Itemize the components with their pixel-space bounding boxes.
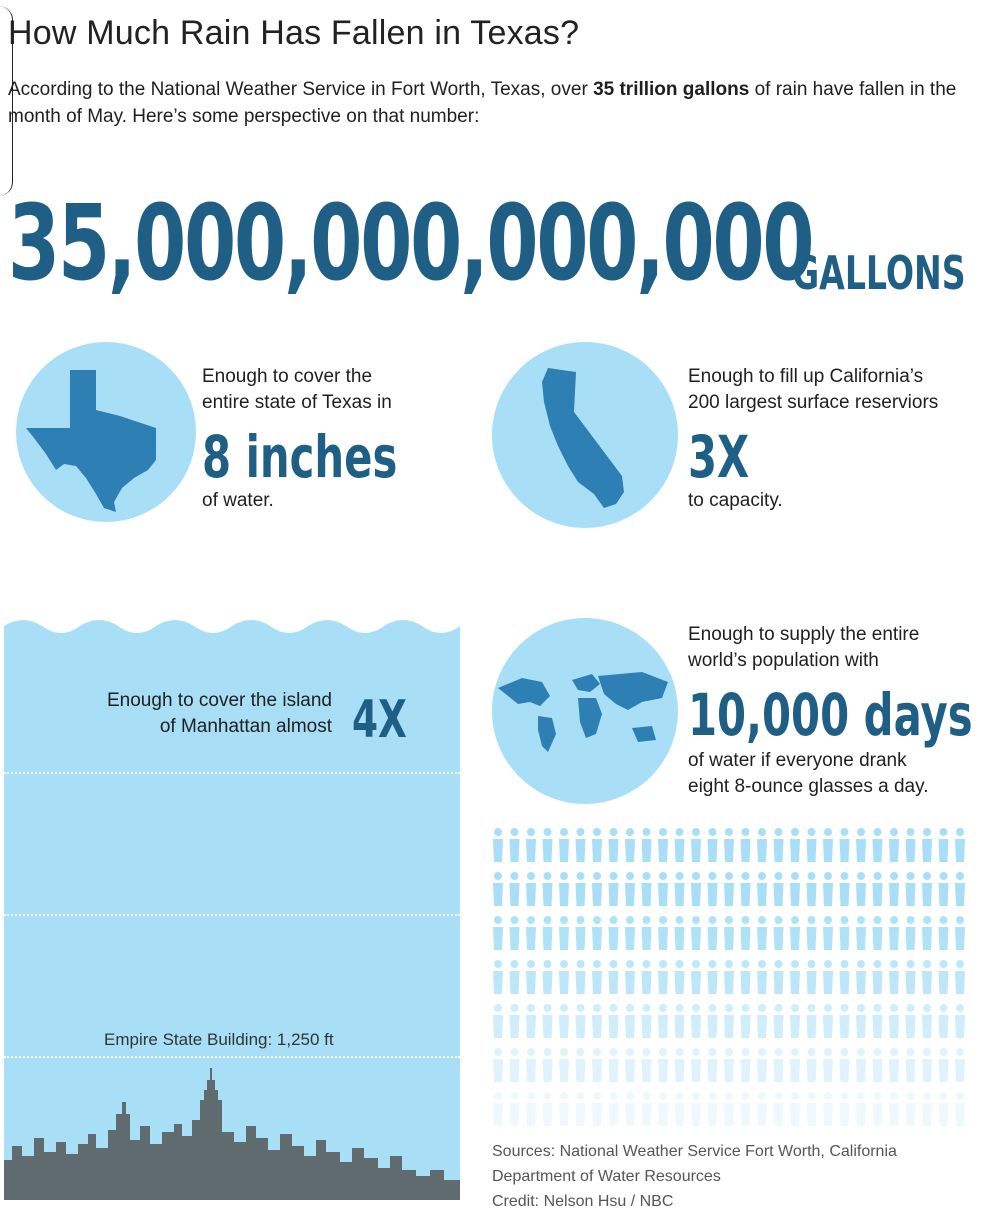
person-figure-icon [939, 872, 949, 906]
person-figure-icon [675, 872, 685, 906]
person-figure-icon [724, 1048, 734, 1082]
person-figure-icon [939, 828, 949, 862]
person-figure-icon [757, 1004, 767, 1038]
person-figure-icon [609, 828, 619, 862]
person-figure-icon [807, 1092, 817, 1126]
person-figure-icon [592, 828, 602, 862]
person-figure-icon [906, 872, 916, 906]
credit-line: Credit: Nelson Hsu / NBC [492, 1193, 674, 1210]
person-figure-icon [543, 1092, 553, 1126]
person-figure-icon [790, 872, 800, 906]
person-figure-icon [790, 916, 800, 950]
person-figure-icon [609, 1004, 619, 1038]
person-figure-icon [559, 1092, 569, 1126]
world-line1: Enough to supply the entire [688, 624, 920, 645]
person-figure-icon [741, 872, 751, 906]
person-figure-icon [708, 828, 718, 862]
person-figure-icon [576, 1004, 586, 1038]
person-figure-icon [823, 872, 833, 906]
person-figure-icon [658, 872, 668, 906]
person-figure-icon [889, 1004, 899, 1038]
person-figure-icon [493, 916, 503, 950]
world-after2: eight 8-ounce glasses a day. [688, 776, 929, 797]
person-figure-icon [757, 960, 767, 994]
person-figure-icon [493, 960, 503, 994]
person-figure-icon [823, 916, 833, 950]
person-figure-icon [510, 872, 520, 906]
texas-map-icon [16, 342, 196, 522]
person-figure-icon [790, 1004, 800, 1038]
person-figure-icon [675, 960, 685, 994]
person-figure-icon [510, 960, 520, 994]
california-line2: 200 largest surface reserviors [688, 392, 939, 413]
person-figure-icon [658, 1048, 668, 1082]
california-after: to capacity. [688, 490, 783, 511]
person-figure-icon [955, 916, 965, 950]
person-figure-icon [856, 1048, 866, 1082]
water-level-line [4, 1056, 460, 1058]
person-figure-icon [592, 872, 602, 906]
person-figure-icon [840, 1092, 850, 1126]
person-figure-icon [691, 1004, 701, 1038]
person-figure-icon [691, 916, 701, 950]
person-figure-icon [955, 828, 965, 862]
person-figure-icon [510, 916, 520, 950]
person-figure-icon [741, 1004, 751, 1038]
manhattan-skyline-icon [4, 1060, 460, 1200]
intro-text-end: of rain have fallen in the month of May. Here’s some perspective on that number: [8, 79, 957, 127]
person-figure-icon [922, 916, 932, 950]
person-figure-icon [757, 828, 767, 862]
person-figure-icon [889, 1092, 899, 1126]
person-figure-icon [576, 872, 586, 906]
person-figure-icon [856, 1004, 866, 1038]
texas-circle [16, 342, 196, 522]
person-figure-icon [856, 960, 866, 994]
person-figure-icon [559, 1048, 569, 1082]
person-figure-icon [691, 1092, 701, 1126]
person-figure-icon [708, 1048, 718, 1082]
person-figure-icon [906, 960, 916, 994]
person-figure-icon [939, 960, 949, 994]
texas-line1: Enough to cover the [202, 366, 373, 387]
person-figure-icon [807, 872, 817, 906]
world-circle [492, 618, 678, 804]
person-figure-icon [675, 1004, 685, 1038]
person-figure-icon [955, 872, 965, 906]
person-figure-icon [823, 1004, 833, 1038]
person-figure-icon [856, 872, 866, 906]
intro-paragraph [8, 76, 978, 130]
person-figure-icon [873, 1004, 883, 1038]
person-figure-icon [873, 916, 883, 950]
california-figure: 3X [688, 423, 750, 491]
person-figure-icon [939, 1004, 949, 1038]
person-figure-icon [576, 916, 586, 950]
person-figure-icon [922, 872, 932, 906]
person-figure-icon [658, 960, 668, 994]
person-figure-icon [807, 1048, 817, 1082]
texas-after: of water. [202, 490, 274, 511]
headline-unit: GALLONS [792, 246, 966, 300]
person-figure-icon [741, 1048, 751, 1082]
person-figure-icon [625, 960, 635, 994]
person-figure-icon [757, 1048, 767, 1082]
person-figure-icon [691, 828, 701, 862]
empire-state-label: Empire State Building: 1,250 ft [104, 1030, 334, 1049]
person-figure-icon [807, 828, 817, 862]
manhattan-water-panel [4, 616, 460, 1200]
person-figure-icon [807, 1004, 817, 1038]
person-figure-icon [873, 828, 883, 862]
person-figure-icon [955, 1004, 965, 1038]
person-figure-icon [625, 872, 635, 906]
person-figure-icon [724, 916, 734, 950]
person-figure-icon [609, 872, 619, 906]
person-figure-icon [708, 1092, 718, 1126]
person-figure-icon [774, 872, 784, 906]
california-circle [492, 342, 678, 528]
person-figure-icon [922, 1004, 932, 1038]
person-figure-icon [576, 828, 586, 862]
person-figure-icon [840, 1048, 850, 1082]
person-figure-icon [889, 916, 899, 950]
person-figure-icon [576, 1092, 586, 1126]
person-figure-icon [906, 828, 916, 862]
person-figure-icon [757, 872, 767, 906]
person-figure-icon [658, 1092, 668, 1126]
person-figure-icon [790, 960, 800, 994]
person-figure-icon [790, 1048, 800, 1082]
person-figure-icon [708, 916, 718, 950]
person-figure-icon [609, 916, 619, 950]
person-figure-icon [543, 1048, 553, 1082]
person-figure-icon [559, 828, 569, 862]
person-figure-icon [906, 1004, 916, 1038]
person-figure-icon [493, 1004, 503, 1038]
person-figure-icon [510, 1048, 520, 1082]
sources-line1: Sources: National Weather Service Fort Worth, California [492, 1143, 897, 1160]
person-figure-icon [493, 1048, 503, 1082]
person-figure-icon [691, 872, 701, 906]
person-figure-icon [609, 1048, 619, 1082]
person-figure-icon [790, 828, 800, 862]
person-figure-icon [741, 828, 751, 862]
person-figure-icon [526, 960, 536, 994]
person-figure-icon [840, 916, 850, 950]
person-figure-icon [526, 1004, 536, 1038]
person-figure-icon [559, 960, 569, 994]
person-figure-icon [840, 872, 850, 906]
person-figure-icon [658, 916, 668, 950]
person-figure-icon [576, 1048, 586, 1082]
person-figure-icon [823, 1092, 833, 1126]
california-line1: Enough to fill up California’s [688, 366, 924, 387]
person-figure-icon [889, 960, 899, 994]
person-figure-icon [774, 916, 784, 950]
person-figure-icon [889, 872, 899, 906]
person-figure-icon [856, 1092, 866, 1126]
person-figure-icon [526, 1048, 536, 1082]
person-figure-icon [642, 960, 652, 994]
person-figure-icon [906, 1048, 916, 1082]
california-map-icon [492, 342, 678, 528]
person-figure-icon [658, 828, 668, 862]
person-figure-icon [757, 916, 767, 950]
person-figure-icon [609, 1092, 619, 1126]
person-figure-icon [955, 960, 965, 994]
person-figure-icon [642, 828, 652, 862]
person-figure-icon [642, 1004, 652, 1038]
person-figure-icon [774, 1092, 784, 1126]
person-figure-icon [724, 828, 734, 862]
person-figure-icon [873, 1092, 883, 1126]
person-figure-icon [543, 960, 553, 994]
person-figure-icon [526, 916, 536, 950]
person-figure-icon [543, 916, 553, 950]
person-figure-icon [955, 1092, 965, 1126]
person-figure-icon [543, 828, 553, 862]
person-figure-icon [592, 960, 602, 994]
person-figure-icon [543, 872, 553, 906]
person-figure-icon [939, 1048, 949, 1082]
person-figure-icon [642, 1092, 652, 1126]
person-figure-icon [724, 1092, 734, 1126]
person-figure-icon [625, 1004, 635, 1038]
person-figure-icon [823, 828, 833, 862]
person-figure-icon [592, 916, 602, 950]
person-figure-icon [741, 1092, 751, 1126]
person-figure-icon [922, 1048, 932, 1082]
person-figure-icon [526, 872, 536, 906]
person-figure-icon [708, 872, 718, 906]
intro-text-start: According to the National Weather Service in Fort Worth, Texas, over [8, 79, 594, 100]
person-figure-icon [807, 916, 817, 950]
person-figure-icon [592, 1048, 602, 1082]
person-figure-icon [856, 916, 866, 950]
person-figure-icon [774, 1004, 784, 1038]
person-figure-icon [691, 1048, 701, 1082]
person-figure-icon [790, 1092, 800, 1126]
person-figure-icon [774, 960, 784, 994]
person-figure-icon [922, 828, 932, 862]
person-figure-icon [675, 916, 685, 950]
person-figure-icon [510, 1092, 520, 1126]
person-figure-icon [922, 960, 932, 994]
person-figure-icon [510, 1004, 520, 1038]
world-map-icon [492, 618, 678, 804]
person-figure-icon [889, 828, 899, 862]
people-pictogram-grid [490, 826, 980, 1126]
water-level-line [4, 914, 460, 916]
person-figure-icon [675, 828, 685, 862]
sources-block [492, 1139, 897, 1214]
person-figure-icon [609, 960, 619, 994]
person-figure-icon [642, 916, 652, 950]
water-wave-edge [4, 616, 460, 638]
person-figure-icon [559, 916, 569, 950]
person-figure-icon [510, 828, 520, 862]
person-figure-icon [939, 916, 949, 950]
water-level-line [4, 772, 460, 774]
person-figure-icon [559, 872, 569, 906]
person-figure-icon [493, 1092, 503, 1126]
world-figure: 10,000 days [688, 681, 973, 749]
person-figure-icon [708, 960, 718, 994]
person-figure-icon [724, 872, 734, 906]
person-figure-icon [807, 960, 817, 994]
page-title: How Much Rain Has Fallen in Texas? [8, 14, 580, 52]
person-figure-icon [873, 960, 883, 994]
texas-figure: 8 inches [202, 423, 398, 491]
person-figure-icon [642, 872, 652, 906]
person-figure-icon [625, 916, 635, 950]
texas-line2: entire state of Texas in [202, 392, 392, 413]
person-figure-icon [757, 1092, 767, 1126]
person-figure-icon [724, 960, 734, 994]
person-figure-icon [873, 872, 883, 906]
person-figure-icon [526, 828, 536, 862]
person-figure-icon [955, 1048, 965, 1082]
person-figure-icon [774, 1048, 784, 1082]
headline-number: 35,000,000,000,000 [8, 182, 813, 304]
person-figure-icon [939, 1092, 949, 1126]
world-after1: of water if everyone drank [688, 750, 907, 771]
person-figure-icon [625, 1092, 635, 1126]
person-figure-icon [873, 1048, 883, 1082]
person-figure-icon [840, 960, 850, 994]
person-figure-icon [889, 1048, 899, 1082]
person-figure-icon [724, 1004, 734, 1038]
person-figure-icon [774, 828, 784, 862]
person-figure-icon [691, 960, 701, 994]
world-line2: world’s population with [688, 650, 879, 671]
person-figure-icon [922, 1092, 932, 1126]
person-figure-icon [741, 960, 751, 994]
person-figure-icon [625, 828, 635, 862]
person-figure-icon [526, 1092, 536, 1126]
person-figure-icon [493, 872, 503, 906]
manhattan-figure: 4X [352, 690, 407, 750]
person-figure-icon [840, 828, 850, 862]
person-figure-icon [708, 1004, 718, 1038]
person-figure-icon [741, 916, 751, 950]
manhattan-line2: of Manhattan almost [159, 716, 332, 737]
person-figure-icon [856, 828, 866, 862]
person-figure-icon [675, 1092, 685, 1126]
manhattan-text [4, 688, 332, 740]
person-figure-icon [592, 1004, 602, 1038]
person-figure-icon [823, 960, 833, 994]
person-figure-icon [642, 1048, 652, 1082]
person-figure-icon [543, 1004, 553, 1038]
person-figure-icon [906, 1092, 916, 1126]
person-figure-icon [675, 1048, 685, 1082]
person-figure-icon [576, 960, 586, 994]
person-figure-icon [658, 1004, 668, 1038]
sources-line2: Department of Water Resources [492, 1168, 721, 1185]
person-figure-icon [592, 1092, 602, 1126]
manhattan-line1: Enough to cover the island [107, 690, 332, 711]
intro-highlight: 35 trillion gallons [593, 79, 750, 100]
person-figure-icon [840, 1004, 850, 1038]
person-figure-icon [625, 1048, 635, 1082]
person-figure-icon [906, 916, 916, 950]
person-figure-icon [559, 1004, 569, 1038]
person-figure-icon [493, 828, 503, 862]
person-figure-icon [823, 1048, 833, 1082]
